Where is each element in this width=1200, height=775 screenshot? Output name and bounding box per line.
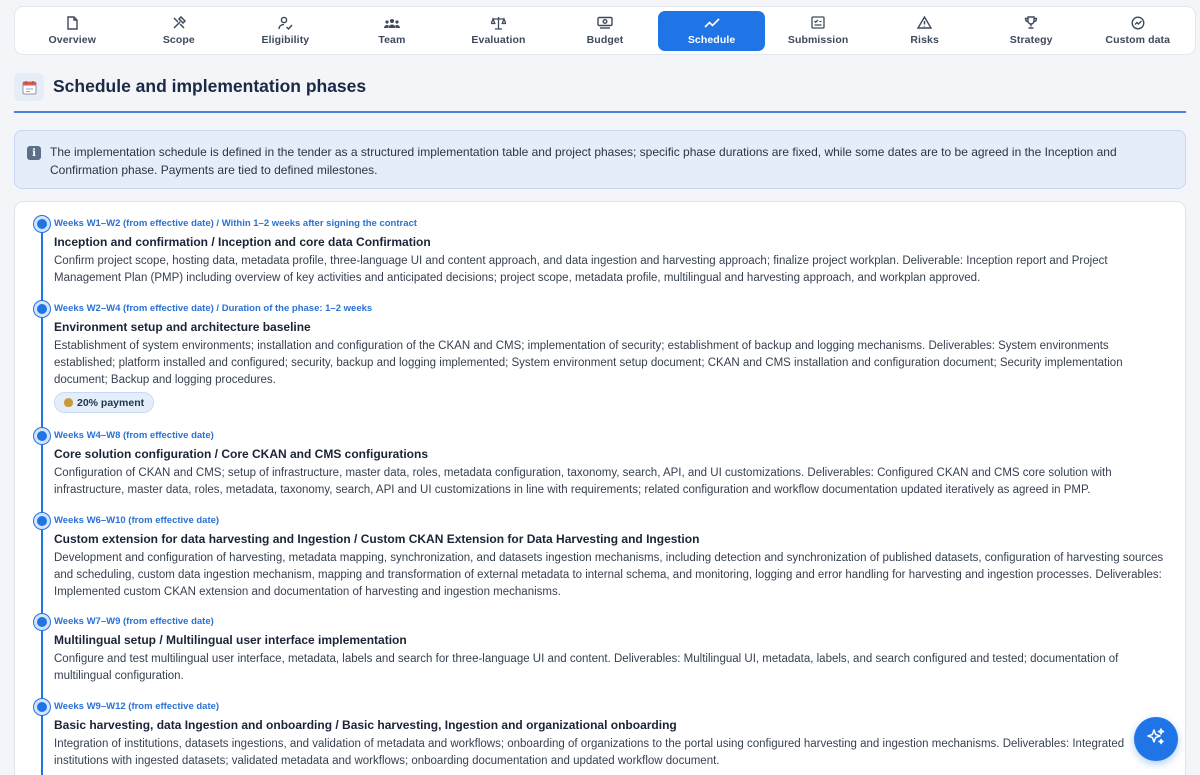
tab-scope[interactable] bbox=[126, 11, 233, 51]
tab-label: Team bbox=[378, 33, 406, 46]
timeline-phase bbox=[54, 701, 1167, 770]
document-icon bbox=[66, 16, 79, 30]
section-divider bbox=[14, 111, 1186, 113]
timeline-phase bbox=[54, 303, 1167, 413]
trophy-icon bbox=[1024, 16, 1038, 30]
calendar-icon bbox=[14, 73, 44, 101]
timeline-phase bbox=[54, 515, 1167, 601]
tab-bar bbox=[14, 6, 1196, 55]
phase-date: Weeks W7–W9 (from effective date) bbox=[54, 616, 214, 627]
team-icon bbox=[384, 16, 400, 30]
timeline-dot bbox=[34, 699, 50, 715]
phase-title: Custom extension for data harvesting and Ingestion / Custom CKAN Extension for Data Harvesting and Ingestion bbox=[54, 532, 700, 546]
phase-description: Establishment of system environments; installation and configuration of the CKAN and CMS; implementation of security; establishment of backup and logging mechanisms. Deliverables: System environments established; platform installed and configured; security, backup and logging implemented; System environment setup document; CKAN and CMS installation and configuration document; Security implementation document; Backup and logging procedures. bbox=[54, 340, 1123, 386]
phase-title: Inception and confirmation / Inception and core data Confirmation bbox=[54, 235, 431, 249]
money-bag-icon bbox=[64, 398, 73, 407]
phase-description: Development and configuration of harvesting, metadata mapping, synchronization, and datasets ingestion mechanisms, including detection and synchronization of published datasets, configuration of harvesting sources and scheduling, custom data ingestion mechanism, mapping and transformation of external metadata to internal schema, and monitoring, logging and error handling for harvesting and ingestion processes. Deliverables: Implemented custom CKAN extension and documentation of harvesting and ingestion mechanisms. bbox=[54, 552, 1164, 598]
phase-date: Weeks W1–W2 (from effective date) / Within 1–2 weeks after signing the contract bbox=[54, 218, 417, 229]
timeline-phase bbox=[54, 616, 1167, 685]
tab-label: Eligibility bbox=[261, 33, 310, 46]
timeline-phase bbox=[54, 430, 1167, 499]
tab-eligibility[interactable] bbox=[232, 11, 339, 51]
tab-schedule[interactable] bbox=[658, 11, 765, 51]
tools-icon bbox=[172, 16, 186, 30]
timeline-dot bbox=[34, 614, 50, 630]
phase-date: Weeks W6–W10 (from effective date) bbox=[54, 515, 220, 526]
schedule-timeline bbox=[14, 201, 1186, 775]
trend-line-icon bbox=[704, 16, 720, 30]
timeline-phase bbox=[54, 218, 1167, 287]
user-check-icon bbox=[278, 16, 293, 30]
phase-title: Basic harvesting, data Ingestion and onboarding / Basic harvesting, Ingestion and organizational onboarding bbox=[54, 718, 677, 732]
gauge-icon bbox=[1131, 16, 1145, 30]
tab-budget[interactable] bbox=[552, 11, 659, 51]
tab-overview[interactable] bbox=[19, 11, 126, 51]
money-icon bbox=[597, 16, 613, 30]
tab-label: Schedule bbox=[687, 33, 736, 46]
tab-team[interactable] bbox=[339, 11, 446, 51]
timeline-dot bbox=[34, 513, 50, 529]
info-icon: i bbox=[27, 146, 41, 160]
phase-description: Confirm project scope, hosting data, metadata profile, three-language UI and content approach, and data ingestion and harvesting approach; finalize project workplan. Deliverable: Inception report and Project Management Plan (PMP) including overview of key activities and anticipated decisions; project scope, metadata profile, multilingual and harvesting approach, and workplan approved. bbox=[54, 255, 1108, 284]
timeline-dot bbox=[34, 428, 50, 444]
phase-date: Weeks W2–W4 (from effective date) / Duration of the phase: 1–2 weeks bbox=[54, 303, 373, 314]
tab-submission[interactable] bbox=[765, 11, 872, 51]
tab-label: Scope bbox=[162, 33, 195, 46]
form-icon bbox=[811, 16, 825, 30]
phase-date: Weeks W4–W8 (from effective date) bbox=[54, 430, 214, 441]
tab-label: Evaluation bbox=[471, 33, 526, 46]
tab-risks[interactable] bbox=[871, 11, 978, 51]
phase-description: Configure and test multilingual user interface, metadata, labels and search for three-language UI and content. Deliverables: Multilingual UI, metadata, labels, and search configured and tested; documentation of multilingual configuration. bbox=[54, 653, 1119, 682]
tab-custom-data[interactable] bbox=[1084, 11, 1191, 51]
tab-label: Budget bbox=[586, 33, 624, 46]
payment-badge-label: 20% payment bbox=[77, 396, 145, 409]
tab-evaluation[interactable] bbox=[445, 11, 552, 51]
tab-strategy[interactable] bbox=[978, 11, 1085, 51]
sparkles-icon bbox=[1146, 727, 1166, 752]
timeline-dot bbox=[34, 216, 50, 232]
phase-description: Configuration of CKAN and CMS; setup of infrastructure, master data, roles, metadata configuration, taxonomy, search, API, and UI customizations. Deliverables: Configured CKAN and CMS core solution with infrastructure, master data, roles, metadata, taxonomy, search, API and UI customizations in line with requirements; related configuration and workflow documentation updated iteratively as agreed in PMP. bbox=[54, 467, 1112, 496]
tab-label: Submission bbox=[787, 33, 849, 46]
phase-title: Environment setup and architecture baseline bbox=[54, 320, 311, 334]
scales-icon bbox=[491, 16, 506, 30]
phase-description: Integration of institutions, datasets ingestions, and validation of metadata and workflows; onboarding of organizations to the portal using configured harvesting and ingestion mechanisms. Deliverables: Integrated institutions with ingested datasets; validated metadata and workflows; onboarding documentation and updated workflow document. bbox=[54, 738, 1125, 767]
info-text: The implementation schedule is defined in the tender as a structured implementation table and project phases; specific phase durations are fixed, while some dates are to be agreed in the Inception and Confirmation phase. Payments are tied to defined milestones. bbox=[50, 145, 1117, 177]
info-banner bbox=[14, 130, 1186, 189]
phase-date: Weeks W9–W12 (from effective date) bbox=[54, 701, 220, 712]
page-title: Schedule and implementation phases bbox=[53, 76, 367, 96]
warning-icon bbox=[917, 16, 932, 30]
phase-title: Multilingual setup / Multilingual user interface implementation bbox=[54, 633, 407, 647]
tab-label: Strategy bbox=[1009, 33, 1053, 46]
tab-label: Custom data bbox=[1105, 33, 1171, 46]
tab-label: Risks bbox=[910, 33, 939, 46]
payment-badge bbox=[54, 392, 154, 413]
phase-title: Core solution configuration / Core CKAN and CMS configurations bbox=[54, 447, 428, 461]
ai-assistant-button[interactable] bbox=[1134, 717, 1178, 761]
timeline-dot bbox=[34, 301, 50, 317]
tab-label: Overview bbox=[48, 33, 97, 46]
